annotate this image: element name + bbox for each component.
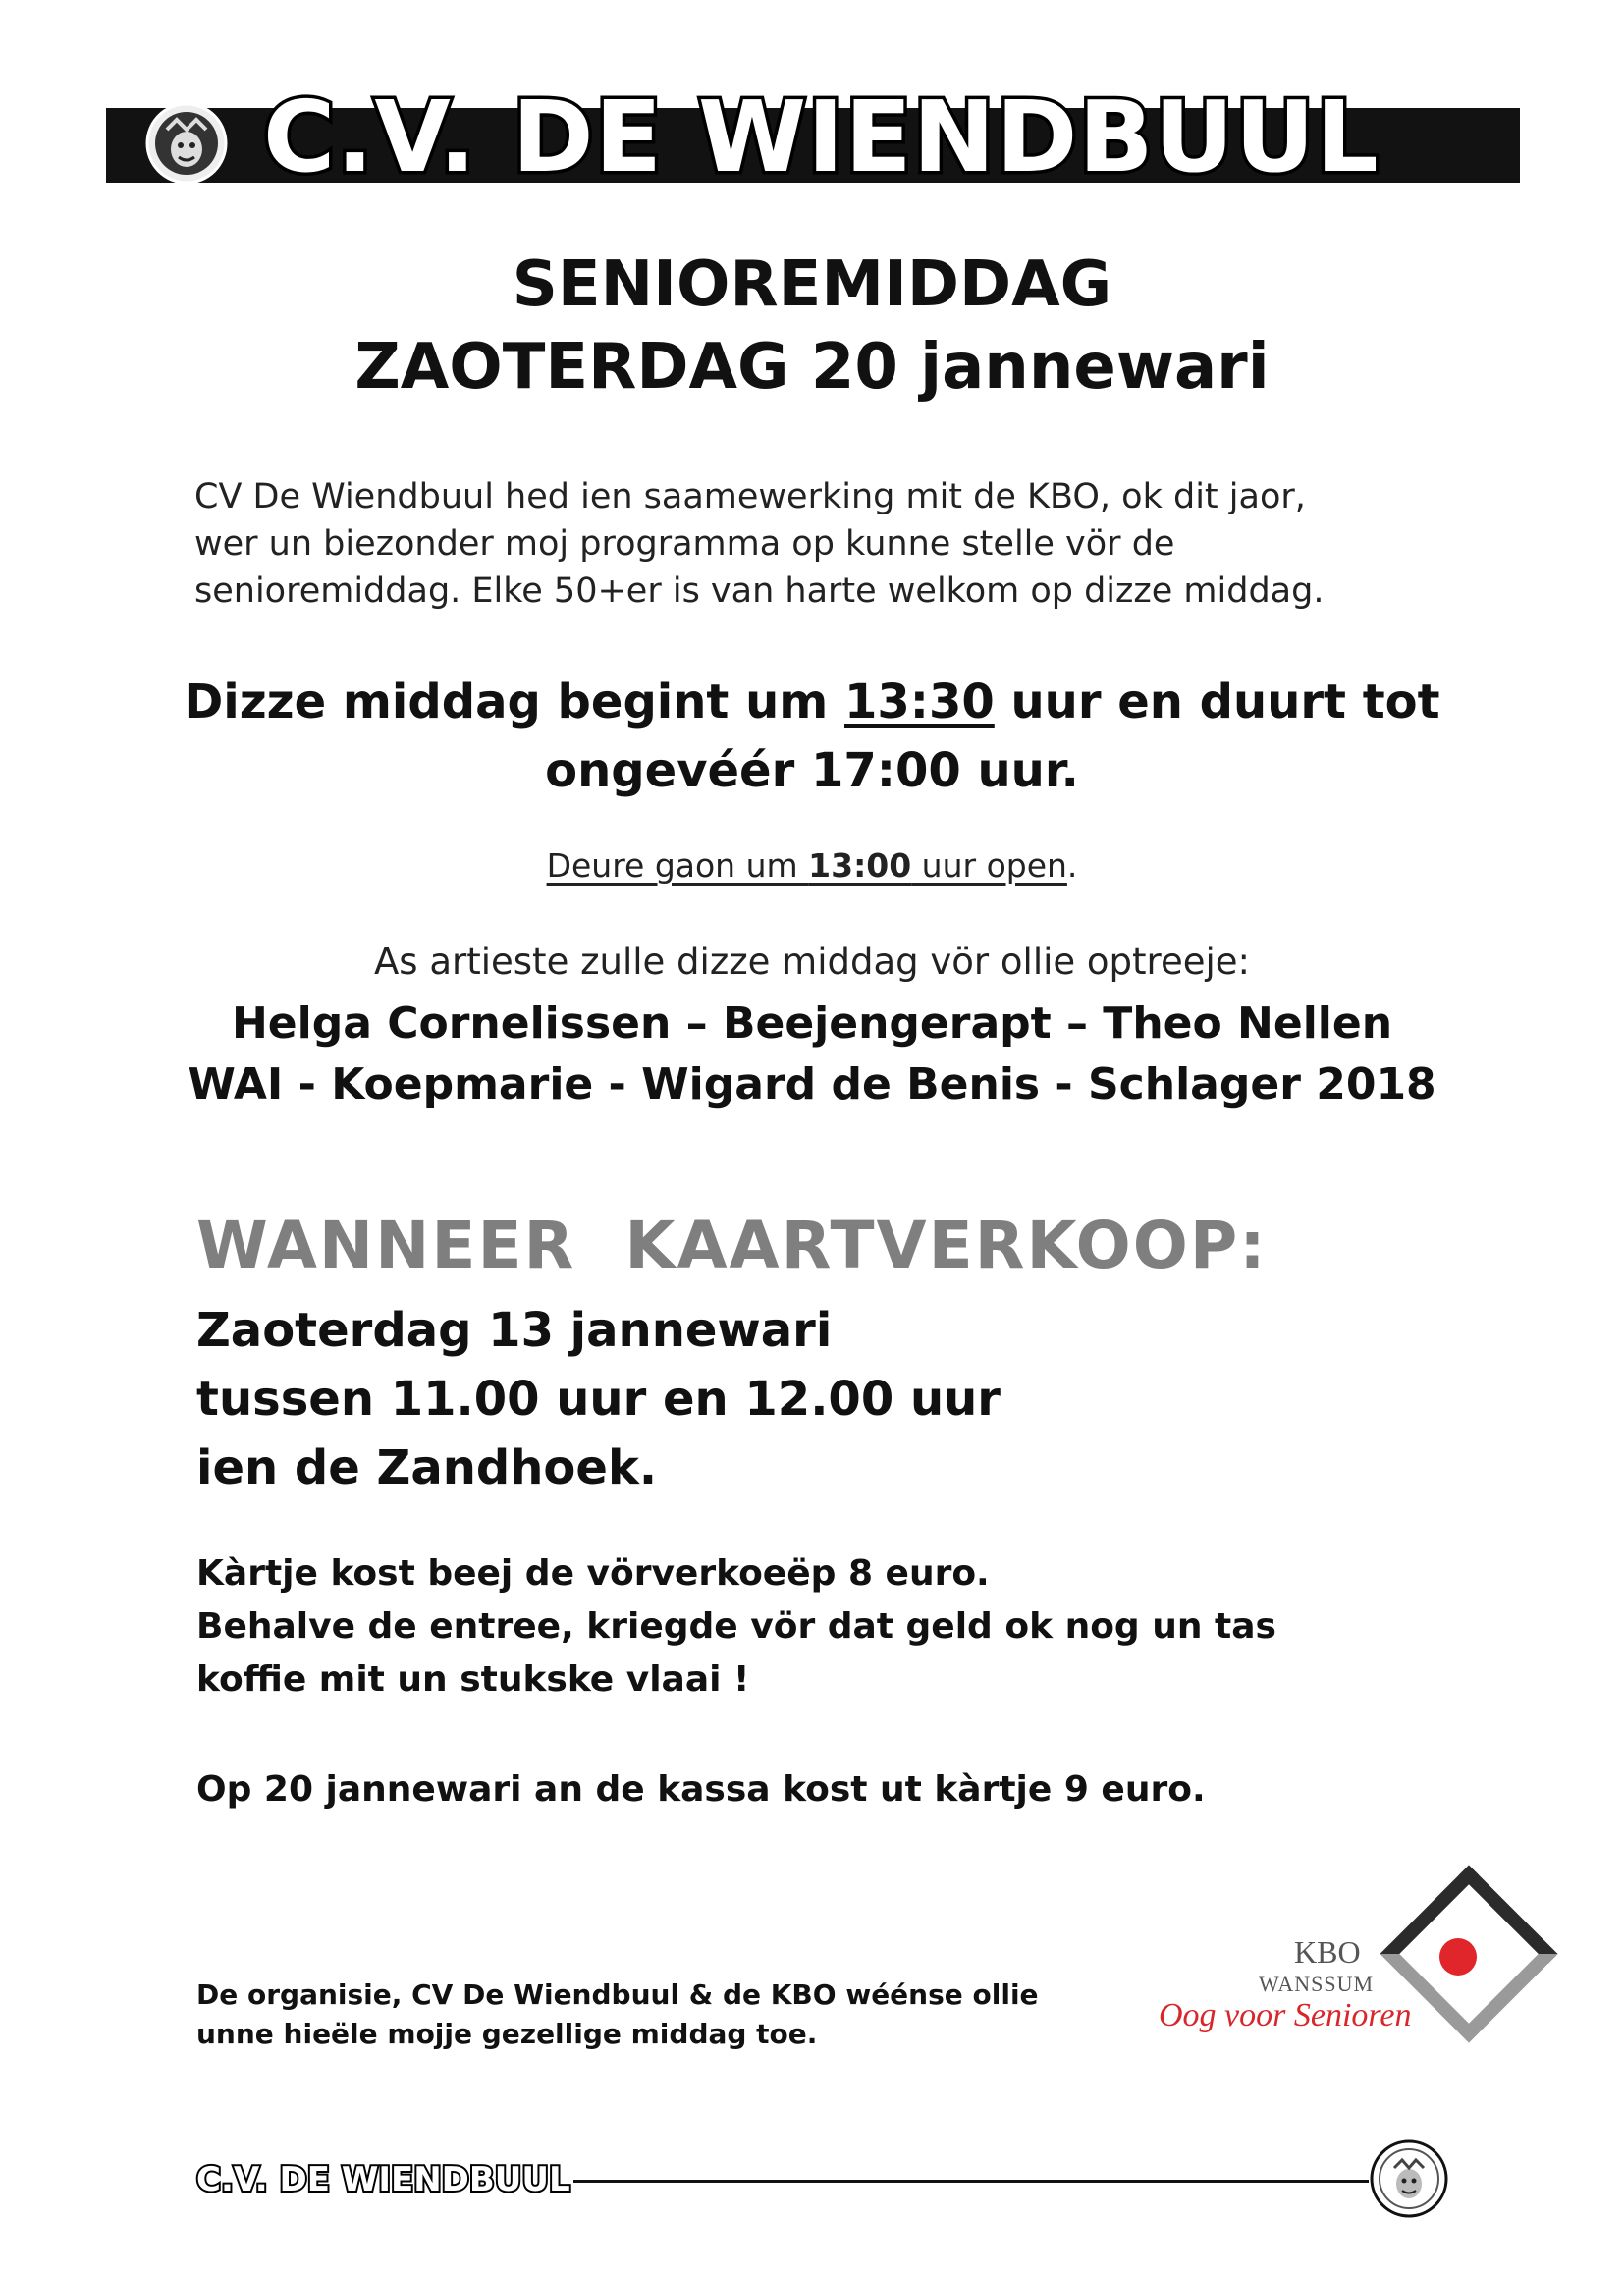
- artists-intro: As artieste zulle dizze middag vör ollie optreeje:: [374, 941, 1250, 983]
- kbo-name: KBO: [1294, 1934, 1361, 1970]
- closing-line2: unne hieële mojje gezellige middag toe.: [196, 2018, 818, 2050]
- event-times: [0, 668, 1624, 805]
- closing-note: [196, 1976, 1039, 2054]
- doors-end: .: [1066, 846, 1078, 885]
- sale-line1: Zaoterdag 13 jannewari: [196, 1303, 833, 1358]
- door-price: Op 20 jannewari an de kassa kost ut kàrtje 9 euro.: [196, 1769, 1206, 1810]
- kbo-place: WANSSUM: [1259, 1972, 1375, 1996]
- intro-paragraph: [194, 473, 1461, 615]
- doors-time: 13:00: [808, 846, 912, 885]
- sale-line2: tussen 11.00 uur en 12.00 uur: [196, 1372, 1001, 1427]
- footer-title: C.V. DE WIENDBUUL: [196, 2160, 570, 2199]
- price-line1: Kàrtje kost beej de vörverkoeëp 8 euro.: [196, 1553, 990, 1594]
- price-info: [196, 1547, 1276, 1706]
- footer-divider: [573, 2180, 1369, 2183]
- ticket-sale-heading: WANNEER KAARTVERKOOP:: [196, 1208, 1268, 1283]
- kbo-logo: [1149, 1875, 1522, 2042]
- club-title: C.V. DE WIENDBUUL: [263, 80, 1380, 194]
- price-line2: Behalve de entree, kriegde vör dat geld ok nog un tas: [196, 1606, 1276, 1647]
- intro-line: wer un biezonder moj programma op kunne stelle vör de: [194, 524, 1175, 564]
- doors-prefix: Deure gaon um: [546, 846, 809, 885]
- doors-text: [547, 846, 1067, 885]
- event-title-line2: ZAOTERDAG 20 jannewari: [354, 331, 1270, 404]
- jester-seal-icon: [1369, 2139, 1449, 2219]
- intro-line: CV De Wiendbuul hed ien saamewerking mit de KBO, ok dit jaor,: [194, 477, 1306, 516]
- kbo-tagline: Oog voor Senioren: [1159, 1997, 1412, 2033]
- times-suffix: uur en duurt tot: [994, 675, 1440, 730]
- start-time: 13:30: [843, 675, 995, 730]
- closing-line1: De organisie, CV De Wiendbuul & de KBO wéénse ollie: [196, 1978, 1039, 2011]
- ticket-sale-details: [196, 1296, 1001, 1502]
- times-prefix: Dizze middag begint um: [184, 675, 844, 730]
- times-line1: [0, 668, 1624, 736]
- doors-suffix: uur open: [911, 846, 1067, 885]
- event-title-line1: SENIOREMIDDAG: [512, 248, 1112, 321]
- price-line3: koffie mit un stukske vlaai !: [196, 1659, 750, 1700]
- artists-line2: WAI - Koepmarie - Wigard de Benis - Schlager 2018: [188, 1059, 1436, 1110]
- intro-line: senioremiddag. Elke 50+er is van harte welkom op dizze middag.: [194, 571, 1325, 611]
- event-title: [0, 244, 1624, 408]
- times-line2: ongevéér 17:00 uur.: [545, 743, 1079, 798]
- kbo-dot-icon: [1439, 1938, 1477, 1976]
- header-banner: [106, 79, 1520, 196]
- sale-line3: ien de Zandhoek.: [196, 1440, 658, 1495]
- jester-emblem-icon: [143, 100, 230, 187]
- artists-list: [0, 994, 1624, 1115]
- artists-line1: Helga Cornelissen – Beejengerapt – Theo Nellen: [231, 999, 1393, 1049]
- doors-open-note: [0, 846, 1624, 885]
